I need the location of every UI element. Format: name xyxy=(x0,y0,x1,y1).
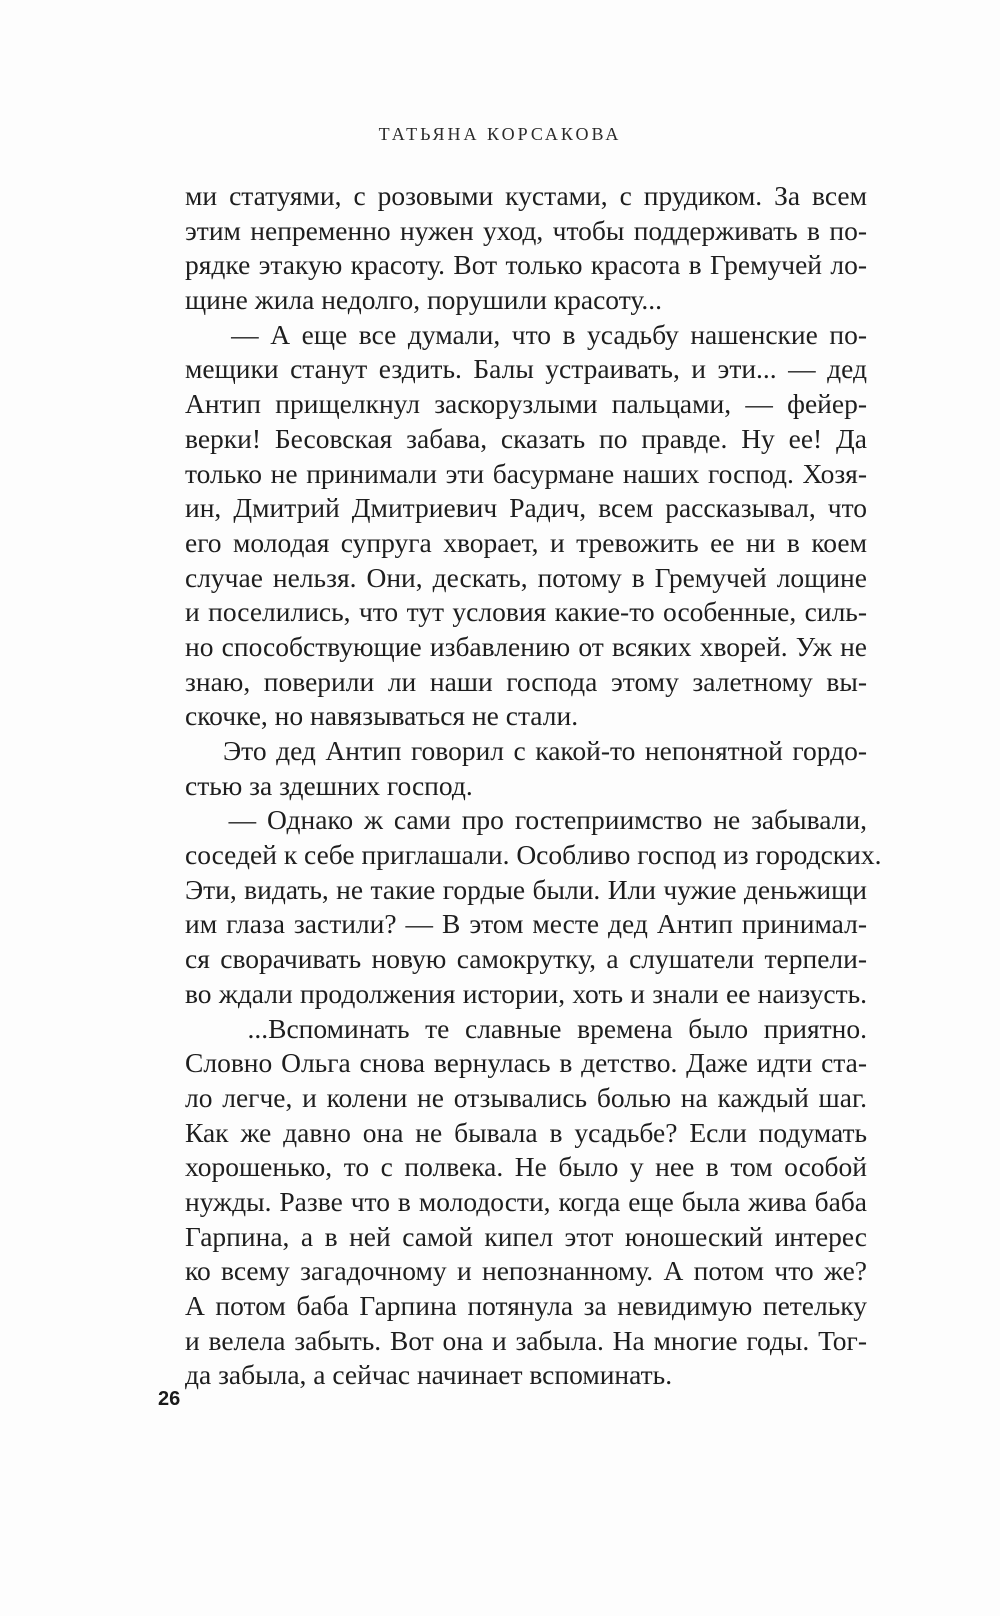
running-head: ТАТЬЯНА КОРСАКОВА xyxy=(378,124,622,144)
text-line: да забыла, а сейчас начинает вспоминать. xyxy=(185,1359,673,1391)
text-line: ...Вспоминать те славные времена было приятно. xyxy=(185,1012,867,1044)
text-line: скочке, но навязываться не стали. xyxy=(185,700,579,732)
text-line: стью за здешних господ. xyxy=(185,769,473,801)
text-line: мещики станут ездить. Балы устраивать, и эти... — дед xyxy=(185,353,867,385)
text-line: верки! Бесовская забава, сказать по правде. Ну ее! Да xyxy=(185,422,867,454)
text-line: соседей к себе приглашали. Особливо господ из городских. xyxy=(185,839,882,871)
text-line: но способствующие избавлению от всяких хворей. Уж не xyxy=(185,630,867,662)
text-line: случае нельзя. Они, дескать, потому в Гремучей лощине xyxy=(185,561,867,593)
text-line: — Однако ж сами про гостеприимство не забывали, xyxy=(185,804,867,836)
text-line: его молодая супруга хворает, и тревожить ее ни в коем xyxy=(185,526,867,558)
text-line: знаю, поверили ли наши господа этому залетному вы- xyxy=(185,665,867,697)
text-line: Антип прищелкнул заскорузлыми пальцами, — фейер- xyxy=(185,388,867,420)
text-line: во ждали продолжения истории, хоть и знали ее наизусть. xyxy=(185,977,867,1009)
text-line: им глаза застили? — В этом месте дед Антип принимал- xyxy=(185,908,867,940)
text-line: ми статуями, с розовыми кустами, с прудиком. За всем xyxy=(185,180,867,211)
text-line: этим непременно нужен уход, чтобы поддерживать в по- xyxy=(185,214,867,246)
text-line: и поселились, что тут условия какие-то особенные, силь- xyxy=(185,596,867,628)
text-line: А потом баба Гарпина потянула за невидимую петельку xyxy=(185,1290,867,1321)
text-line: ко всему загадочному и непознанному. А потом что же? xyxy=(185,1255,867,1287)
text-line: рядке этакую красоту. Вот только красота в Гремучей ло- xyxy=(185,249,867,281)
text-line: Это дед Антип говорил с какой-то непонятной гордо- xyxy=(185,735,867,766)
text-line: ло легче, и колени не отзывались болью на каждый шаг. xyxy=(185,1081,867,1113)
text-line: щине жила недолго, порушили красоту... xyxy=(185,284,662,316)
text-line: только не принимали эти басурмане наших господ. Хозя- xyxy=(185,457,867,489)
text-line: — А еще все думали, что в усадьбу нашенские по- xyxy=(185,318,867,350)
text-line: ин, Дмитрий Дмитриевич Радич, всем рассказывал, что xyxy=(185,492,867,524)
text-line: Словно Ольга снова вернулась в детство. Даже идти ста- xyxy=(185,1047,867,1079)
text-line: Как же давно она не бывала в усадьбе? Если подумать xyxy=(185,1116,867,1148)
text-line: хорошенько, то с полвека. Не было у нее в том особой xyxy=(185,1151,867,1183)
page-number: 26 xyxy=(158,1388,181,1410)
text-line: Гарпина, а в ней самой кипел этот юношеский интерес xyxy=(185,1220,867,1252)
body-text xyxy=(185,179,882,1393)
text-line: ся сворачивать новую самокрутку, а слушатели терпели- xyxy=(185,943,867,975)
text-line: и велела забыть. Вот она и забыла. На многие годы. Тог- xyxy=(185,1324,867,1356)
text-line: нужды. Разве что в молодости, когда еще была жива баба xyxy=(185,1185,867,1217)
text-line: Эти, видать, не такие гордые были. Или чужие деньжищи xyxy=(185,873,867,905)
